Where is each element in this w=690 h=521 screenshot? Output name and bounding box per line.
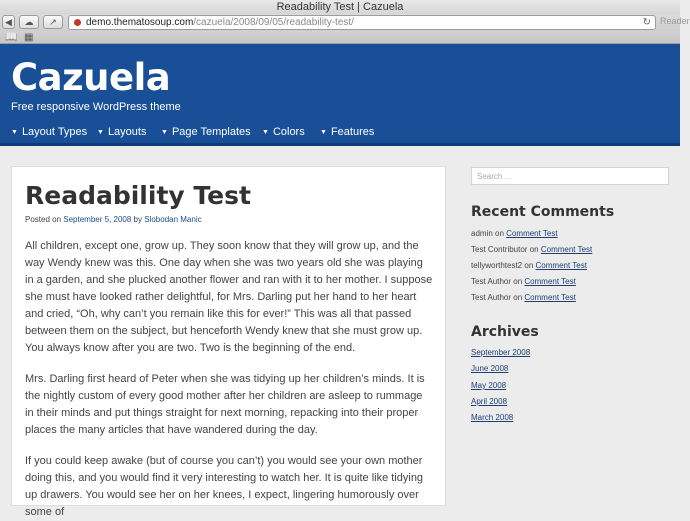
comment-author: Test Author [471, 293, 512, 302]
comment-post-link[interactable]: Comment Test [506, 229, 558, 238]
archive-link[interactable]: March 2008 [471, 413, 514, 422]
url-host: demo.thematosoup.com [86, 17, 194, 28]
archive-link[interactable]: May 2008 [471, 381, 507, 390]
comment-on: on [529, 245, 539, 254]
nav-item-colors[interactable] [262, 126, 305, 138]
recent-comment-item [471, 261, 587, 270]
main-nav [0, 124, 680, 144]
post-meta [25, 215, 202, 224]
site-title[interactable]: Cazuela [11, 56, 171, 99]
browser-toolbar [0, 14, 690, 31]
archive-link[interactable]: June 2008 [471, 364, 509, 373]
site-header [0, 44, 680, 146]
comment-post-link[interactable]: Comment Test [524, 293, 576, 302]
post-paragraph: Mrs. Darling first heard of Peter when she was tidying up her children’s minds. It is the nightly custom of every good mother after her children are asleep to rummage in their minds and put things straight for next morning, repacking into their proper places the many articles that have wandered during the day. [25, 373, 425, 436]
comment-author: Test Author [471, 277, 512, 286]
post-date-link[interactable]: September 5, 2008 [63, 215, 132, 224]
comment-author: admin [471, 229, 493, 238]
window-title: Readability Test | Cazuela [0, 0, 680, 14]
comment-on: on [495, 229, 504, 238]
nav-item-page-templates[interactable] [161, 126, 251, 138]
recent-comment-item [471, 277, 576, 286]
grid-icon[interactable]: ▦ [24, 32, 34, 43]
article-card [11, 166, 446, 518]
nav-label: Colors [272, 126, 305, 138]
archives-heading: Archives [471, 324, 539, 340]
comment-on: on [513, 293, 523, 302]
meta-by: by [133, 215, 142, 224]
recent-comment-item [471, 293, 576, 302]
comment-post-link[interactable]: Comment Test [540, 245, 593, 254]
comment-post-link[interactable]: Comment Test [535, 261, 587, 270]
site-description: Free responsive WordPress theme [11, 101, 181, 113]
comment-author: Test Contributor [471, 245, 528, 254]
nav-item-layout-types[interactable] [11, 126, 87, 138]
comment-on: on [513, 277, 523, 286]
nav-label: Page Templates [171, 126, 251, 138]
back-icon[interactable]: ◀ [2, 15, 15, 29]
dropdown-triangle-icon: ▼ [11, 128, 18, 136]
post-paragraph: All children, except one, grow up. They soon know that they will grow up, and the way Wendy knew was this. One day when she was two years old she was playing in a garden, and she plucked another flower and ran with it to her mother. I suppose she must have looked rather delightful, for Mrs. Darling put her hand to her heart and cried, “Oh, why can’t you remain like this for ever!” This was all that passed between them on the subject, but henceforth Wendy knew that she must grow up. You always know after you are two. Two is the beginning of the end. [25, 240, 433, 354]
nav-item-layouts[interactable] [97, 126, 146, 138]
post-title[interactable]: Readability Test [25, 181, 251, 210]
dropdown-triangle-icon: ▼ [97, 128, 104, 136]
post-author-link[interactable]: Slobodan Manic [144, 215, 202, 224]
nav-label: Layout Types [21, 126, 88, 138]
post-paragraph: If you could keep awake (but of course you can’t) you would see your own mother doing this, and you would find it very interesting to watch her. It is quite like tidying up drawers. You would see her on her knees, I expect, lingering humorously over some of [25, 455, 424, 518]
archive-link[interactable]: September 2008 [471, 348, 531, 357]
address-bar[interactable] [68, 15, 656, 30]
nav-item-features[interactable] [320, 126, 374, 138]
site-favicon-icon [74, 19, 81, 26]
search-input[interactable]: Search ... [471, 167, 669, 185]
reload-icon[interactable]: ↻ [642, 17, 651, 28]
comment-post-link[interactable]: Comment Test [524, 277, 576, 286]
meta-prefix: Posted on [25, 215, 62, 224]
url-path: /cazuela/2008/09/05/readability-test/ [193, 17, 354, 28]
recent-comments-heading: Recent Comments [471, 204, 615, 220]
comment-on: on [524, 261, 534, 270]
recent-comment-item [471, 229, 558, 238]
dropdown-triangle-icon: ▼ [320, 128, 327, 136]
comment-author: tellyworthtest2 [471, 261, 523, 270]
cloud-icon[interactable]: ☁ [19, 15, 39, 29]
recent-comment-item [471, 245, 592, 254]
archive-link[interactable]: April 2008 [471, 397, 508, 406]
reader-button[interactable]: Reader [660, 16, 690, 26]
nav-label: Layouts [107, 126, 147, 138]
dropdown-triangle-icon: ▼ [262, 128, 269, 136]
dropdown-triangle-icon: ▼ [161, 128, 168, 136]
bookmarks-bar [0, 31, 680, 44]
nav-label: Features [330, 126, 375, 138]
share-icon[interactable]: ↗ [43, 15, 63, 29]
book-icon[interactable]: 📖 [5, 32, 18, 43]
